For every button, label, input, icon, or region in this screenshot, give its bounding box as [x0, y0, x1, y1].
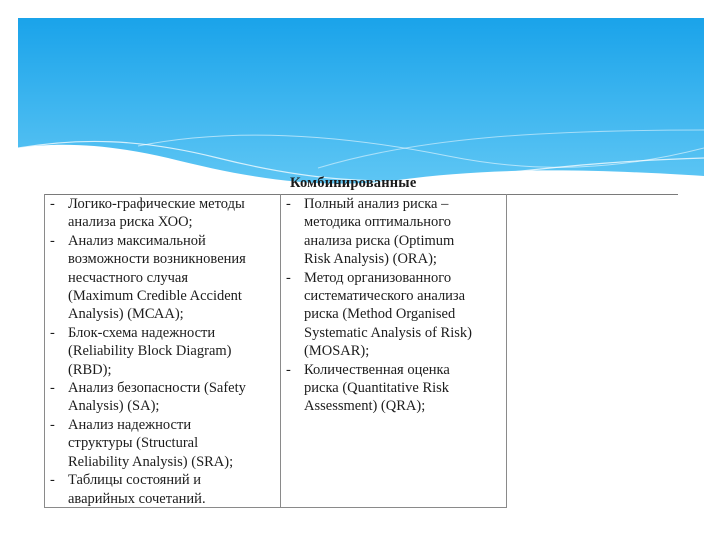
method-text-line: (Reliability Block Diagram) [68, 343, 232, 360]
method-text-line: Анализ надежности [68, 416, 192, 433]
table-left-border [44, 194, 45, 508]
method-text-line: Risk Analysis) (ORA); [304, 251, 437, 268]
method-text-line: систематического анализа [304, 288, 466, 305]
list-dash-marker: - [50, 380, 55, 397]
method-list-item [50, 195, 276, 232]
table-header-row [44, 174, 678, 195]
method-text-line: Таблицы состояний и [68, 472, 202, 489]
list-dash-marker: - [286, 196, 291, 212]
list-dash-marker: - [50, 324, 55, 341]
list-dash-marker: - [50, 472, 55, 489]
method-list-item [286, 269, 502, 361]
table-right-border [506, 194, 507, 508]
method-text-line: (Maximum Credible Accident [68, 288, 242, 305]
method-text-line: Reliability Analysis) (SRA); [68, 453, 234, 470]
list-dash-marker: - [50, 196, 55, 212]
method-text-line: (MOSAR); [304, 343, 370, 360]
method-text-line: Assessment) (QRA); [304, 398, 426, 415]
method-list-item [50, 416, 276, 471]
right-methods-list [286, 195, 502, 416]
method-list-item [50, 379, 276, 416]
list-dash-marker: - [50, 416, 55, 433]
method-text-line: несчастного случая [68, 269, 188, 286]
method-text-line: (RBD); [68, 361, 112, 378]
method-text-line: аварийных сочетаний. [68, 490, 206, 507]
header-banner [18, 18, 704, 200]
banner-wave-graphic [18, 18, 704, 200]
method-text-line: Блок-схема надежности [68, 324, 216, 341]
method-text-line: Анализ максимальной [68, 232, 206, 249]
method-text-line: Полный анализ риска – [304, 196, 449, 212]
method-text-line: Systematic Analysis of Risk) [304, 324, 472, 341]
method-text-line: Анализ безопасности (Safety [68, 380, 246, 397]
table-column-divider [280, 194, 281, 508]
method-list-item [50, 324, 276, 379]
method-list-item [50, 471, 276, 508]
list-dash-marker: - [50, 232, 55, 249]
method-text-line: Количественная оценка [304, 361, 450, 378]
method-list-item [286, 195, 502, 269]
method-text-line: возможности возникновения [68, 251, 246, 268]
method-text-line: Analysis) (SA); [68, 398, 160, 415]
method-text-line: Логико-графические методы [68, 196, 245, 212]
method-text-line: анализа риска (Optimum [304, 232, 455, 249]
method-text-line: методика оптимального [304, 214, 452, 231]
method-list-item [286, 361, 502, 416]
method-text-line: риска (Method Organised [304, 306, 456, 323]
method-text-line: структуры (Structural [68, 435, 199, 452]
method-list-item [50, 232, 276, 324]
left-methods-list [50, 195, 276, 508]
list-dash-marker: - [286, 269, 291, 286]
method-text-line: риска (Quantitative Risk [304, 380, 450, 397]
combined-methods-header: Комбинированные [290, 175, 417, 191]
method-text-line: анализа риска ХОО; [68, 214, 193, 231]
methods-table [44, 174, 678, 508]
method-text-line: Analysis) (МСАА); [68, 306, 184, 323]
method-text-line: Метод организованного [304, 269, 452, 286]
list-dash-marker: - [286, 361, 291, 378]
